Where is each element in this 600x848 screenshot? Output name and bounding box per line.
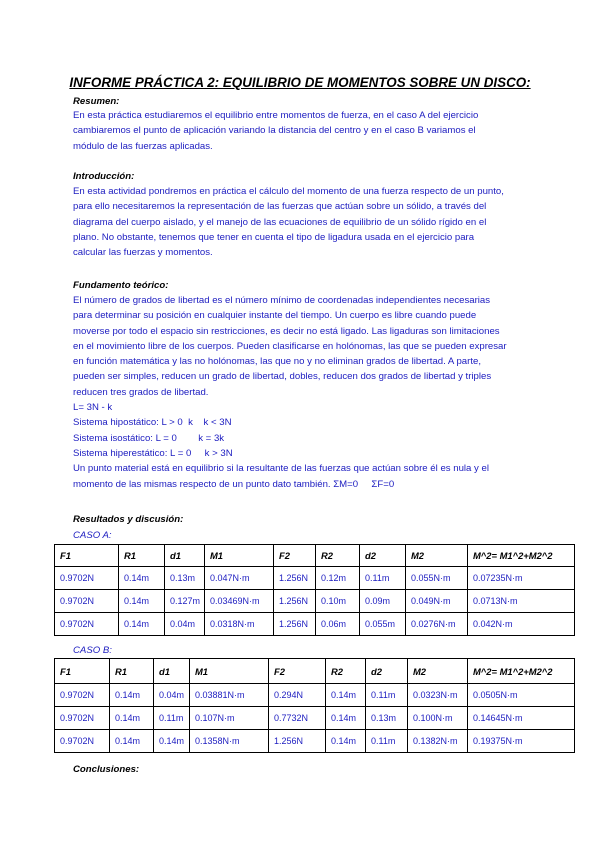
resumen-line: cambiaremos el punto de aplicación variando la distancia del centro y en el caso B variamos el bbox=[73, 125, 476, 137]
formula-line: Sistema isostático: L = 0 k = 3k bbox=[73, 432, 225, 444]
table-cell: 0.14m bbox=[110, 707, 154, 730]
header-cell: R1 bbox=[119, 545, 165, 567]
table-cell: 0.049N·m bbox=[406, 590, 468, 613]
header-cell: R2 bbox=[316, 545, 360, 567]
table-cell: 0.100N·m bbox=[408, 707, 468, 730]
fundamento-line: en el movimiento libre de los cuerpos. Pueden clasificarse en holónomas, las que se pueden expresar bbox=[73, 340, 507, 352]
header-cell: M^2= M1^2+M2^2 bbox=[468, 545, 575, 567]
table-cell: 0.13m bbox=[366, 707, 408, 730]
header-cell: R2 bbox=[326, 659, 366, 684]
introduccion-line: para ello necesitaremos la representación de las fuerzas que actúan sobre un sólido, a través del bbox=[73, 201, 487, 213]
table-cell: 1.256N bbox=[274, 567, 316, 590]
table-cell: 0.14645N·m bbox=[468, 707, 575, 730]
table-row bbox=[55, 684, 575, 707]
introduccion-line: calcular las fuerzas y momentos. bbox=[73, 247, 213, 259]
table-cell: 0.127m bbox=[165, 590, 205, 613]
report-title: INFORME PRÁCTICA 2: EQUILIBRIO DE MOMENTOS SOBRE UN DISCO: bbox=[69, 75, 531, 90]
table-cell: 0.9702N bbox=[55, 707, 110, 730]
introduccion-line: diagrama del cuerpo aislado, y el manejo de las ecuaciones de equilibrio de un sólido rígido en el bbox=[73, 216, 487, 228]
table-cell: 0.042N·m bbox=[468, 613, 575, 636]
header-cell: F1 bbox=[55, 545, 119, 567]
table-row bbox=[55, 590, 575, 613]
introduccion-line: En esta actividad pondremos en práctica el cálculo del momento de una fuerza respecto de un punto, bbox=[73, 186, 504, 197]
table-cell: 0.14m bbox=[326, 707, 366, 730]
header-cell: F2 bbox=[269, 659, 326, 684]
introduccion-line: plano. No obstante, tenemos que tener en cuenta el tipo de ligadura usada en el ejercicio para bbox=[73, 231, 475, 243]
header-cell: M^2= M1^2+M2^2 bbox=[468, 659, 575, 684]
table-cell: 0.9702N bbox=[55, 567, 119, 590]
resumen-paragraph bbox=[73, 108, 533, 154]
resumen-heading: Resumen: bbox=[73, 96, 120, 107]
fundamento-line: moverse por todo el espacio sin restricciones, es decir no está ligado. Las ligaduras son limitaciones bbox=[73, 325, 500, 337]
table-cell: 0.04m bbox=[154, 684, 190, 707]
header-cell: F1 bbox=[55, 659, 110, 684]
header-cell: F2 bbox=[274, 545, 316, 567]
table-cell: 0.055N·m bbox=[406, 567, 468, 590]
table-cell: 0.06m bbox=[316, 613, 360, 636]
table-cell: 0.11m bbox=[360, 567, 406, 590]
header-cell: M2 bbox=[406, 545, 468, 567]
fundamento-heading: Fundamento teórico: bbox=[73, 280, 169, 291]
fundamento-line: pueden ser simples, reducen un grado de libertad, dobles, reducen dos grados de libertad y triples bbox=[73, 371, 492, 383]
table-row bbox=[55, 613, 575, 636]
table-cell: 0.11m bbox=[154, 707, 190, 730]
table-cell: 1.256N bbox=[274, 613, 316, 636]
table-cell: 0.14m bbox=[326, 730, 366, 753]
formula-line: Sistema hipostático: L > 0 k k < 3N bbox=[73, 417, 232, 429]
table-cell: 0.9702N bbox=[55, 590, 119, 613]
table-cell: 0.0276N·m bbox=[406, 613, 468, 636]
caso-b-table bbox=[54, 658, 575, 753]
table-cell: 0.14m bbox=[119, 590, 165, 613]
table-cell: 0.107N·m bbox=[190, 707, 269, 730]
header-cell: d2 bbox=[366, 659, 408, 684]
table-cell: 0.12m bbox=[316, 567, 360, 590]
table-cell: 0.0505N·m bbox=[468, 684, 575, 707]
table-row bbox=[55, 730, 575, 753]
table-header-row bbox=[55, 659, 575, 684]
fundamento-line: El número de grados de libertad es el número mínimo de coordenadas independientes necesarias bbox=[73, 295, 491, 306]
table-cell: 0.07235N·m bbox=[468, 567, 575, 590]
table-row bbox=[55, 707, 575, 730]
table-cell: 0.1358N·m bbox=[190, 730, 269, 753]
table-cell: 0.14m bbox=[110, 730, 154, 753]
table-cell: 0.11m bbox=[366, 730, 408, 753]
conclusiones-heading: Conclusiones: bbox=[73, 764, 140, 775]
table-cell: 0.10m bbox=[316, 590, 360, 613]
caso-a-table bbox=[54, 544, 575, 636]
resumen-line: módulo de las fuerzas aplicadas. bbox=[73, 140, 213, 152]
table-cell: 0.9702N bbox=[55, 613, 119, 636]
header-cell: d1 bbox=[154, 659, 190, 684]
table-cell: 0.294N bbox=[269, 684, 326, 707]
table-cell: 0.14m bbox=[326, 684, 366, 707]
table-cell: 0.09m bbox=[360, 590, 406, 613]
table-cell: 0.0323N·m bbox=[408, 684, 468, 707]
table-cell: 1.256N bbox=[269, 730, 326, 753]
table-cell: 0.0318N·m bbox=[205, 613, 274, 636]
caso-a-label: CASO A: bbox=[73, 530, 112, 541]
header-cell: M1 bbox=[205, 545, 274, 567]
fundamento-line: reducen tres grados de libertad. bbox=[73, 386, 209, 398]
table-cell: 0.19375N·m bbox=[468, 730, 575, 753]
header-cell: d1 bbox=[165, 545, 205, 567]
table-cell: 0.14m bbox=[154, 730, 190, 753]
fundamento-line: Un punto material está en equilibrio si la resultante de las fuerzas que actúan sobre él es nula y el bbox=[73, 463, 489, 475]
header-cell: M2 bbox=[408, 659, 468, 684]
table-cell: 1.256N bbox=[274, 590, 316, 613]
introduccion-heading: Introducción: bbox=[73, 171, 135, 182]
table-cell: 0.0713N·m bbox=[468, 590, 575, 613]
caso-b-label: CASO B: bbox=[73, 645, 112, 656]
table-cell: 0.03469N·m bbox=[205, 590, 274, 613]
header-cell: d2 bbox=[360, 545, 406, 567]
resultados-heading: Resultados y discusión: bbox=[73, 514, 184, 525]
table-cell: 0.13m bbox=[165, 567, 205, 590]
fundamento-line: momento de las mismas respecto de un punto dato también. ΣM=0 ΣF=0 bbox=[73, 478, 395, 490]
table-cell: 0.9702N bbox=[55, 684, 110, 707]
resumen-line: En esta práctica estudiaremos el equilibrio entre momentos de fuerza, en el caso A del ejercicio bbox=[73, 110, 479, 121]
table-cell: 0.04m bbox=[165, 613, 205, 636]
table-header-row bbox=[55, 545, 575, 567]
introduccion-paragraph bbox=[73, 184, 533, 260]
table-cell: 0.14m bbox=[119, 613, 165, 636]
table-row bbox=[55, 567, 575, 590]
table-cell: 0.03881N·m bbox=[190, 684, 269, 707]
fundamento-line: para determinar su posición en cualquier instante del tiempo. Un cuerpo es libre cuando puede bbox=[73, 310, 477, 322]
table-cell: 0.1382N·m bbox=[408, 730, 468, 753]
header-cell: R1 bbox=[110, 659, 154, 684]
table-cell: 0.055m bbox=[360, 613, 406, 636]
table-cell: 0.14m bbox=[119, 567, 165, 590]
table-cell: 0.11m bbox=[366, 684, 408, 707]
table-cell: 0.9702N bbox=[55, 730, 110, 753]
table-cell: 0.7732N bbox=[269, 707, 326, 730]
table-cell: 0.14m bbox=[110, 684, 154, 707]
header-cell: M1 bbox=[190, 659, 269, 684]
fundamento-line: en función matemática y las no holónomas, las que no y no eliminan grados de libertad. A parte, bbox=[73, 356, 481, 368]
fundamento-paragraph bbox=[73, 293, 533, 492]
table-cell: 0.047N·m bbox=[205, 567, 274, 590]
formula-line: L= 3N - k bbox=[73, 402, 113, 414]
formula-line: Sistema hiperestático: L = 0 k > 3N bbox=[73, 447, 233, 459]
